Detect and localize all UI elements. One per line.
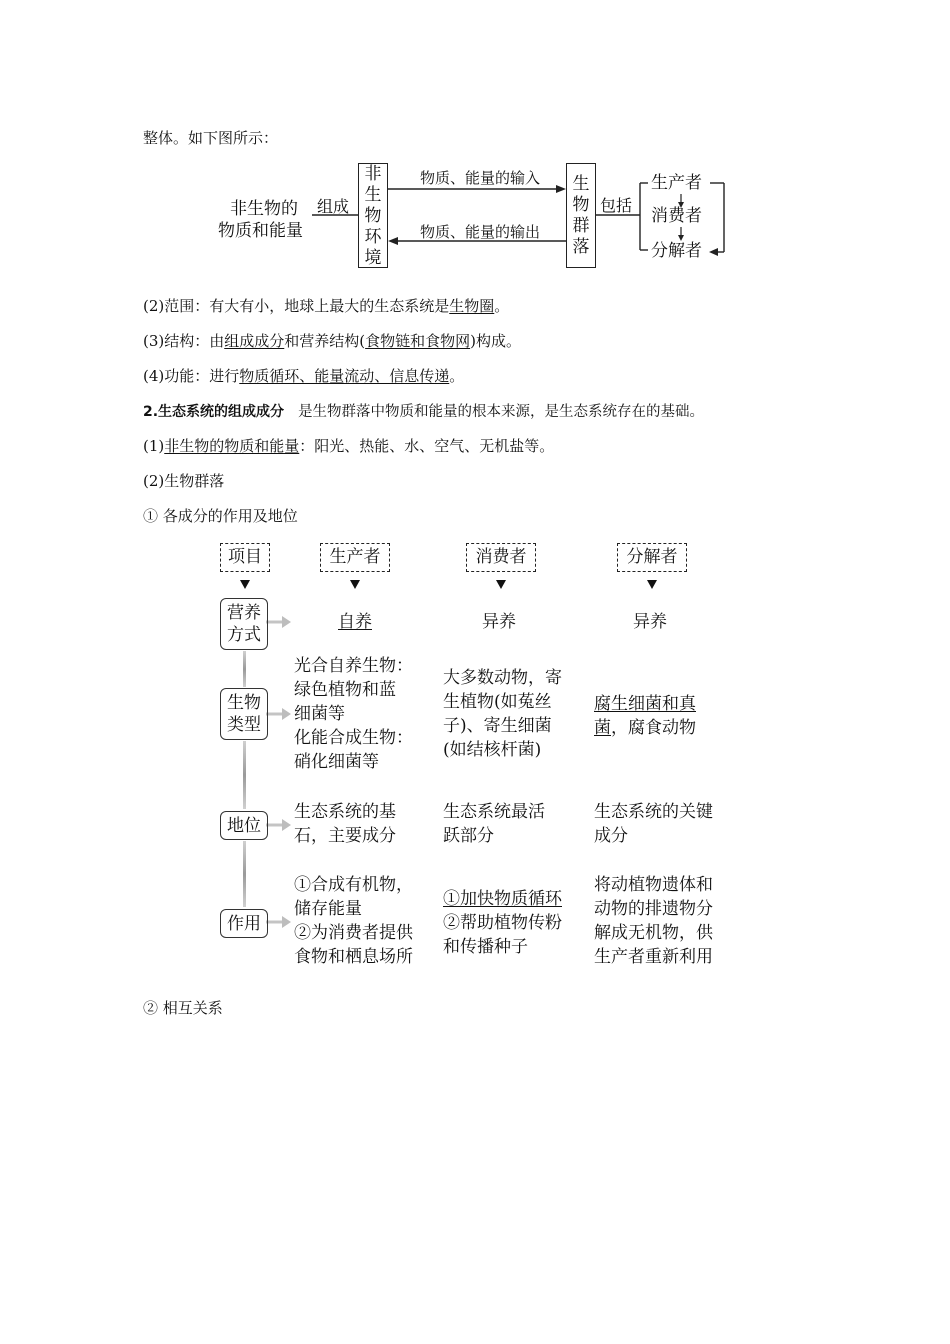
structure-prefix: (3)结构：由 bbox=[143, 332, 225, 350]
community-char: 物 bbox=[572, 195, 590, 215]
cell-line: 储存能量 bbox=[294, 899, 362, 919]
row-label-role bbox=[220, 909, 268, 938]
abiotic-label-line2: 物质和能量 bbox=[218, 221, 303, 241]
structure-answer2: 食物链和食物网 bbox=[365, 332, 471, 350]
role-consumer bbox=[443, 887, 562, 959]
output-arrow-label: 物质、能量的输出 bbox=[420, 223, 541, 241]
scope-answer: 生物圈 bbox=[449, 297, 495, 315]
types-producer bbox=[294, 654, 413, 774]
nutrition-producer: 自养 bbox=[338, 612, 372, 632]
intro-text: 整体。如下图所示： bbox=[143, 129, 279, 147]
row-label-text: 类型 bbox=[227, 715, 261, 735]
down-triangle-icon bbox=[240, 580, 250, 589]
function-prefix: (4)功能：进行 bbox=[143, 367, 240, 385]
subsection-2: ② 相互关系 bbox=[143, 999, 223, 1017]
down-triangle-icon bbox=[350, 580, 360, 589]
community-heading: (2)生物群落 bbox=[143, 472, 225, 490]
nutrition-consumer: 异养 bbox=[482, 612, 516, 632]
community-char: 生 bbox=[572, 174, 590, 194]
cell-line: 生态系统的基 bbox=[294, 802, 396, 822]
gray-arrow-icon bbox=[282, 616, 291, 628]
section2-text: 是生物群落中物质和能量的根本来源，是生态系统存在的基础。 bbox=[298, 404, 705, 420]
cell-line: 成分 bbox=[594, 826, 628, 846]
row-label-text: 方式 bbox=[227, 625, 261, 645]
function-suffix: 。 bbox=[449, 367, 465, 385]
role-producer bbox=[294, 873, 413, 969]
member-decomposer: 分解者 bbox=[651, 241, 702, 261]
env-char: 环 bbox=[364, 227, 382, 247]
cell-line: 跃部分 bbox=[443, 826, 494, 846]
abiotic-prefix: (1) bbox=[143, 437, 165, 455]
gray-arrow-icon bbox=[282, 916, 291, 928]
member-consumer: 消费者 bbox=[651, 206, 702, 226]
cell-line: 解成无机物，供 bbox=[594, 923, 713, 943]
input-arrow-label: 物质、能量的输入 bbox=[420, 169, 541, 187]
cell-line: 硝化细菌等 bbox=[294, 752, 379, 772]
cell-line: 细菌等 bbox=[294, 704, 345, 724]
env-char: 生 bbox=[364, 185, 382, 205]
env-char: 非 bbox=[364, 164, 382, 184]
env-char: 物 bbox=[364, 206, 382, 226]
status-consumer bbox=[443, 800, 545, 848]
cell-line: ②帮助植物传粉 bbox=[443, 913, 562, 933]
cell-line: 食物和栖息场所 bbox=[294, 947, 413, 967]
community-char: 落 bbox=[572, 237, 590, 257]
status-decomposer bbox=[594, 800, 713, 848]
cell-line: 绿色植物和蓝 bbox=[294, 680, 396, 700]
compose-label: 组成 bbox=[317, 197, 350, 216]
down-triangle-icon bbox=[496, 580, 506, 589]
cell-line: ①加快物质循环 bbox=[443, 889, 562, 909]
subsection-1: ① 各成分的作用及地位 bbox=[143, 507, 298, 525]
community-char: 群 bbox=[572, 216, 590, 236]
row-label-text: 营养 bbox=[227, 603, 261, 623]
row-label-text: 生物 bbox=[227, 693, 261, 713]
section2-heading: 2.生态系统的组成成分 bbox=[143, 404, 285, 420]
scope-prefix: (2)范围：有大有小，地球上最大的生态系统是 bbox=[143, 297, 450, 315]
cell-line: 生态系统最活 bbox=[443, 802, 545, 822]
cell-line: 化能合成生物： bbox=[294, 728, 413, 748]
status-producer bbox=[294, 800, 396, 848]
abiotic-answer: 非生物的物质和能量 bbox=[164, 437, 300, 455]
cell-line: 光合自养生物： bbox=[294, 656, 413, 676]
cell-line: ，腐食动物 bbox=[611, 718, 696, 738]
row-label-types bbox=[220, 688, 268, 740]
cell-line: 腐生细菌和真 bbox=[594, 694, 696, 714]
include-label: 包括 bbox=[600, 196, 633, 215]
header-decomposer: 分解者 bbox=[617, 543, 687, 572]
role-decomposer bbox=[594, 873, 713, 969]
cell-line: 和传播种子 bbox=[443, 937, 528, 957]
cell-line: ②为消费者提供 bbox=[294, 923, 413, 943]
cell-line: 大多数动物，寄 bbox=[443, 668, 562, 688]
member-producer: 生产者 bbox=[651, 173, 702, 193]
gray-arrow-icon bbox=[282, 819, 291, 831]
types-decomposer bbox=[594, 692, 696, 740]
cell-line: 生产者重新利用 bbox=[594, 947, 713, 967]
cell-line: 生态系统的关键 bbox=[594, 802, 713, 822]
row-label-text: 作用 bbox=[227, 913, 261, 934]
cell-line: 生植物(如菟丝 bbox=[443, 692, 552, 712]
function-answer: 物质循环、能量流动、信息传递 bbox=[239, 367, 450, 385]
row-label-status bbox=[220, 811, 268, 840]
abiotic-label-line1: 非生物的 bbox=[230, 199, 298, 219]
row-label-nutrition bbox=[220, 598, 268, 650]
row-label-text: 地位 bbox=[227, 815, 261, 836]
gray-arrow-icon bbox=[282, 708, 291, 720]
cell-line: ①合成有机物， bbox=[294, 875, 413, 895]
cell-line: (如结核杆菌) bbox=[443, 740, 542, 760]
cell-line: 动物的排遗物分 bbox=[594, 899, 713, 919]
cell-line: 石，主要成分 bbox=[294, 826, 396, 846]
types-consumer bbox=[443, 666, 562, 762]
header-item: 项目 bbox=[220, 543, 270, 572]
scope-suffix: 。 bbox=[494, 297, 510, 315]
down-triangle-icon bbox=[647, 580, 657, 589]
cell-line: 将动植物遗体和 bbox=[594, 875, 713, 895]
abiotic-suffix: ：阳光、热能、水、空气、无机盐等。 bbox=[299, 437, 555, 455]
cell-line: 菌 bbox=[594, 718, 611, 738]
header-producer: 生产者 bbox=[320, 543, 390, 572]
cell-line: 子)、寄生细菌 bbox=[443, 716, 552, 736]
env-char: 境 bbox=[364, 248, 382, 268]
structure-answer1: 组成成分 bbox=[224, 332, 285, 350]
nutrition-decomposer: 异养 bbox=[633, 612, 667, 632]
structure-suffix: )构成。 bbox=[470, 332, 521, 350]
structure-middle: 和营养结构( bbox=[284, 332, 366, 350]
header-consumer: 消费者 bbox=[466, 543, 536, 572]
